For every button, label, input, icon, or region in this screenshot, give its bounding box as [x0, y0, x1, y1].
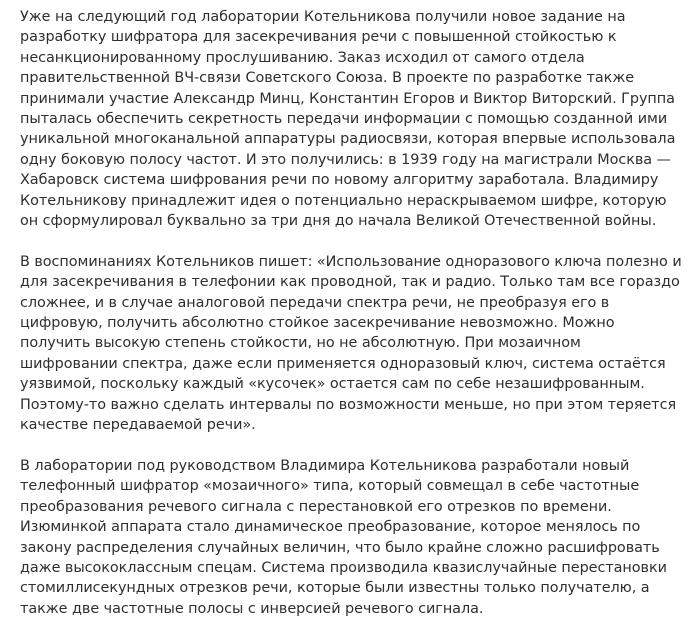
paragraph-2: В воспоминаниях Котельников пишет: «Использование одноразового ключа полезно и для засекречивания в телефонии как проводной, так и радио. Только там все гораздо сложнее, и в случае аналоговой передачи спектра речи, не преобразуя его в цифровую, получить абсолютно стойкое засекречивание невозможно. Можно получить высокую степень стойкости, но не абсолютную. При мозаичном шифровании спектра, даже если применяется одноразовый ключ, система остаётся уязвимой, поскольку каждый «кусочек» остается сам по себе незашифрованным. Поэтому-то важно сделать интервалы по возможности меньше, но при этом теряется качестве передаваемой речи».: [20, 253, 682, 434]
paragraph-3: В лаборатории под руководством Владимира Котельникова разработали новый телефонный шифратор «мозаичного» типа, который совмещал в себе частотные преобразования речевого сигнала с перестановкой его отрезков по времени. Изюминкой аппарата стало динамическое преобразование, которое менялось по закону распределения случайных величин, что было крайне сложно расшифровать даже высококлассным спецам. Система производила квазислучайные перестановки стомиллисекундных отрезков речи, которые были известны только получателю, а также две частотные полосы с инверсией речевого сигнала.: [20, 457, 667, 617]
article-body: [20, 7, 682, 619]
paragraph-1: Уже на следующий год лаборатории Котельникова получили новое задание на разработку шифратора для засекречивания речи с повышенной стойкостью к несанкционированному прослушиванию. Заказ исходил от самого отдела правительственной ВЧ-связи Советского Союза. В проекте по разработке также принимали участие Александр Минц, Константин Егоров и Виктор Виторский. Группа пыталась обеспечить секретность передачи информации с помощью созданной ими уникальной многоканальной аппаратуры радиосвязи, которая впервые использовала одну боковую полосу частот. И это получились: в 1939 году на магистрали Москва — Хабаровск система шифрования речи по новому алгоритму заработала. Владимиру Котельникову принадлежит идея о потенциально нераскрываемом шифре, которую он сформулировал буквально за три дня до начала Великой Отечественной войны.: [20, 9, 676, 230]
